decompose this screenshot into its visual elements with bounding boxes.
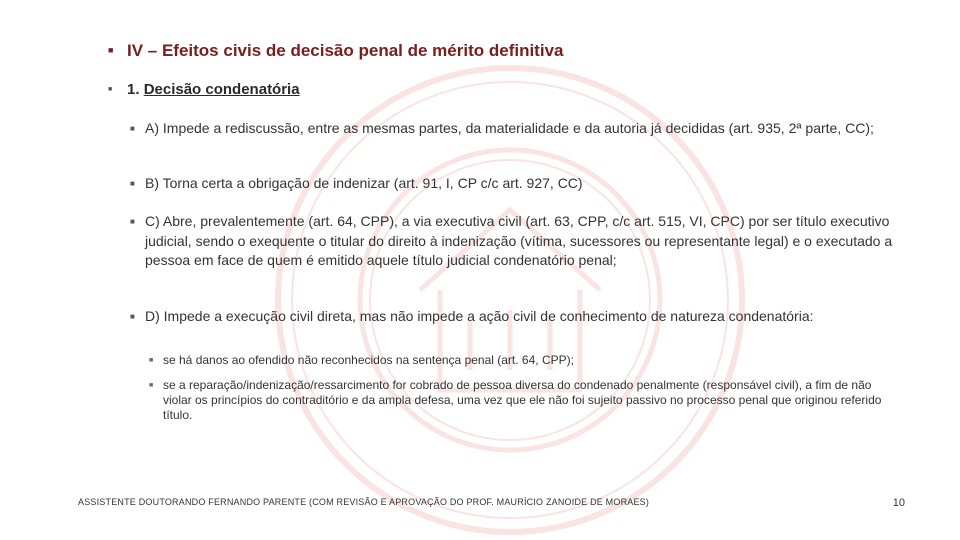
sub-list-item-2: se a reparação/indenização/ressarcimento for cobrado de pessoa diversa do condenado penalmente (responsável civil), a fim de não violar os princípios do contraditório e da ampla defesa, uma vez que ele não foi sujeito passivo no processo penal que originou referido título. — [163, 378, 882, 422]
sub-list-item-1: se há danos ao ofendido não reconhecidos na sentença penal (art. 64, CPP); — [163, 353, 574, 367]
subitem-1-bullet-icon: ■ — [149, 357, 154, 364]
item-d-bullet-icon: ■ — [130, 312, 135, 321]
item-c-bullet-icon: ■ — [130, 217, 135, 226]
subitem-2-bullet-icon: ■ — [149, 382, 154, 389]
list-item-b: B) Torna certa a obrigação de indenizar (art. 91, I, CP c/c art. 927, CC) — [145, 175, 583, 191]
section-heading — [127, 81, 300, 98]
slide-title: IV – Efeitos civis de decisão penal de mérito definitiva — [127, 41, 564, 60]
list-item-a: A) Impede a rediscussão, entre as mesmas partes, da materialidade e da autoria já decididas (art. 935, 2ª parte, CC); — [145, 120, 874, 136]
page-number: 10 — [892, 497, 905, 509]
section-number: 1. — [127, 81, 140, 98]
heading-bullet-icon: ■ — [108, 45, 114, 55]
item-a-bullet-icon: ■ — [130, 124, 135, 133]
section-bullet-icon: ■ — [108, 86, 113, 93]
item-b-bullet-icon: ■ — [130, 179, 135, 188]
list-item-c: C) Abre, prevalentemente (art. 64, CPP), a via executiva civil (art. 63, CPP, c/c art. 515, VI, CPC) por ser título executivo judicial, sendo o exequente o titular do direito à indenização (vítima, sucessores ou representante legal) e o executado a pessoa em face de quem é emitido aquele título judicial condenatório penal; — [145, 213, 893, 268]
section-title: Decisão condenatória — [143, 81, 300, 98]
list-item-d: D) Impede a execução civil direta, mas não impede a ação civil de conhecimento de natureza condenatória: — [145, 308, 814, 324]
footer-credits: ASSISTENTE DOUTORANDO FERNANDO PARENTE (COM REVISÃO E APROVAÇÃO DO PROF. MAURÍCIO ZANOIDE DE MORAES) — [78, 497, 650, 507]
